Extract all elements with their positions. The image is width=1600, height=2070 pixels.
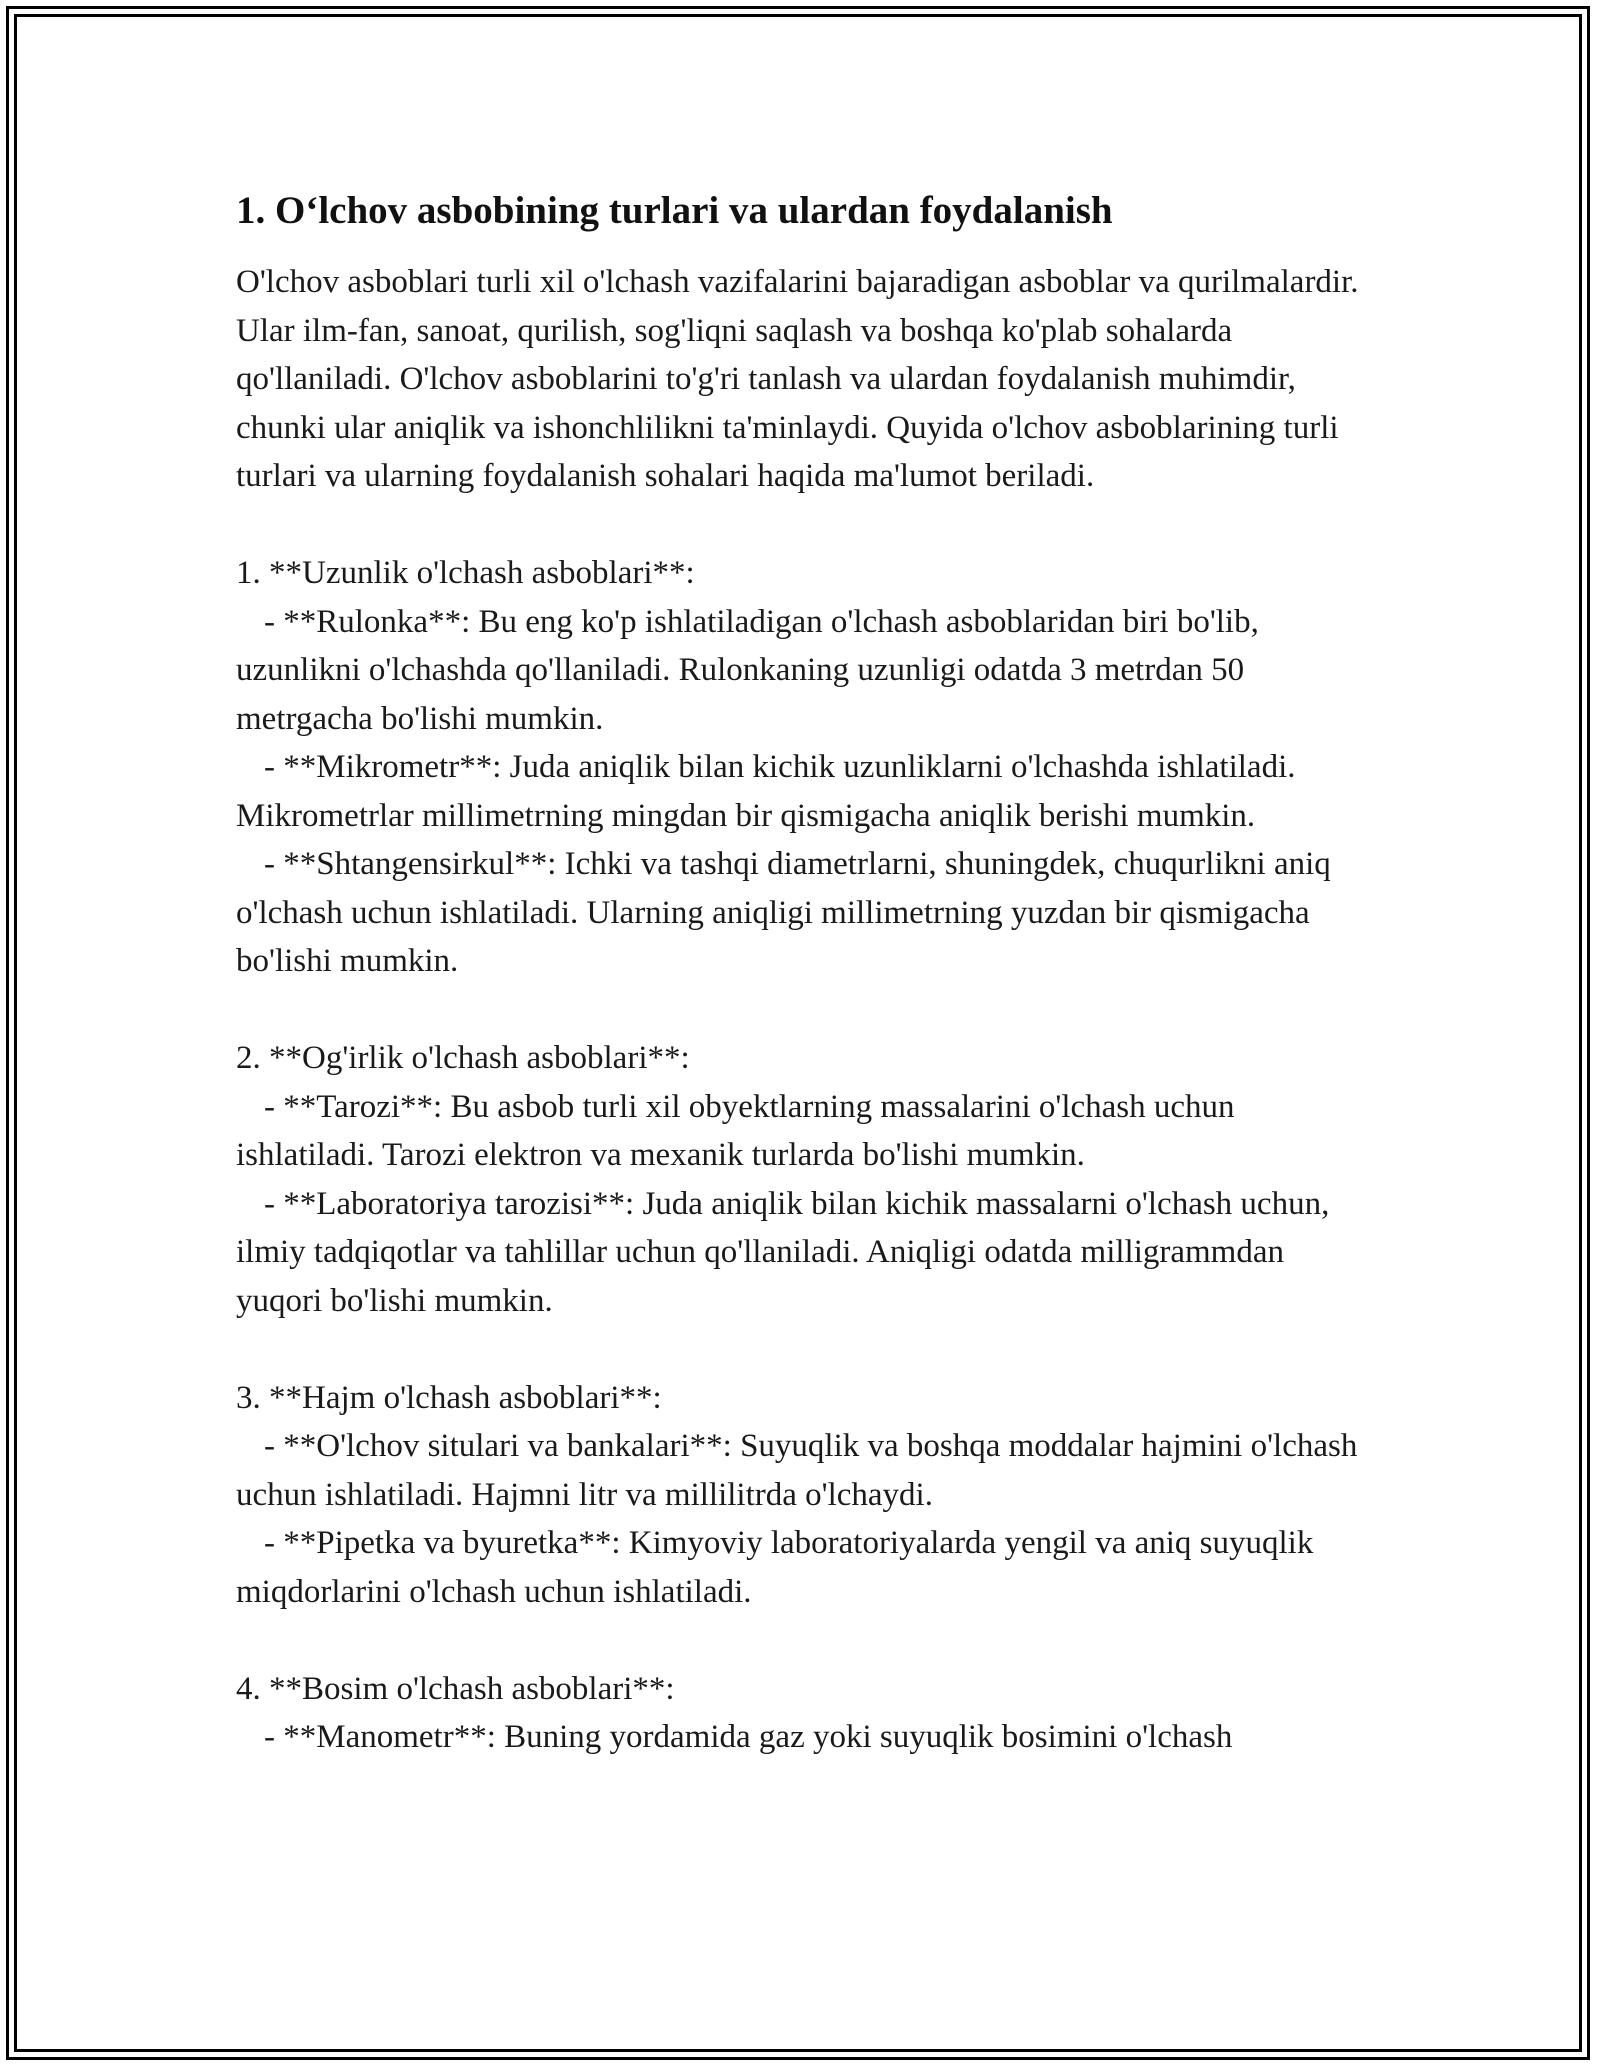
document-title: 1. O‘lchov asbobining turlari va ulardan foydalanish xyxy=(236,189,1113,232)
list-item: - **Pipetka va byuretka**: Kimyoviy laboratoriyalarda yengil va aniq suyuqlik miqdorlarini o'lchash uchun ishlatiladi. xyxy=(236,1525,1314,1610)
document-body xyxy=(236,186,1376,1762)
intro-paragraph: O'lchov asboblari turli xil o'lchash vazifalarini bajaradigan asboblar va qurilmalardir. Ular ilm-fan, sanoat, qurilish, sog'liqni saqlash va boshqa ko'plab sohalarda qo'llaniladi. O'lchov asboblarini to'g'ri tanlash va ulardan foydalanish muhimdir, chunki ular aniqlik va ishonchlilikni ta'minlaydi. Quyida o'lchov asboblarining turli turlari va ularning foydalanish sohalari haqida ma'lumot beriladi. xyxy=(236,264,1359,494)
list-item: - **Mikrometr**: Juda aniqlik bilan kichik uzunliklarni o'lchashda ishlatiladi. Mikrometrlar millimetrning mingdan bir qismigacha aniqlik berishi mumkin. xyxy=(236,749,1296,834)
section-weight-instruments xyxy=(236,1034,1376,1325)
list-item: - **Tarozi**: Bu asbob turli xil obyektlarning massalarini o'lchash uchun ishlatiladi. Tarozi elektron va mexanik turlarda bo'lishi mumkin. xyxy=(236,1088,1235,1173)
section-heading: 3. **Hajm o'lchash asboblari**: xyxy=(236,1379,662,1416)
list-item: - **Rulonka**: Bu eng ko'p ishlatiladigan o'lchash asboblaridan biri bo'lib, uzunlikni o'lchashda qo'llaniladi. Rulonkaning uzunligi odatda 3 metrdan 50 metrgacha bo'lishi mumkin. xyxy=(236,603,1259,737)
section-heading: 4. **Bosim o'lchash asboblari**: xyxy=(236,1670,675,1707)
list-item: - **Manometr**: Buning yordamida gaz yoki suyuqlik bosimini o'lchash xyxy=(264,1719,1233,1755)
section-length-instruments xyxy=(236,549,1376,986)
list-item: - **Laboratoriya tarozisi**: Juda aniqlik bilan kichik massalarni o'lchash uchun, ilmiy tadqiqotlar va tahlillar uchun qo'llaniladi. Aniqligi odatda milligrammdan yuqori bo'lishi mumkin. xyxy=(236,1185,1330,1319)
section-pressure-instruments xyxy=(236,1665,1376,1762)
list-item: - **O'lchov situlari va bankalari**: Suyuqlik va boshqa moddalar hajmini o'lchash uchun ishlatiladi. Hajmni litr va millilitrda o'lchaydi. xyxy=(236,1428,1358,1513)
section-heading: 1. **Uzunlik o'lchash asboblari**: xyxy=(236,555,695,591)
list-item: - **Shtangensirkul**: Ichki va tashqi diametrlarni, shuningdek, chuqurlikni aniq o'lchash uchun ishlatiladi. Ularning aniqligi millimetrning yuzdan bir qismigacha bo'lishi mumkin. xyxy=(236,846,1331,979)
section-heading: 2. **Og'irlik o'lchash asboblari**: xyxy=(236,1040,690,1076)
section-volume-instruments xyxy=(236,1374,1376,1617)
